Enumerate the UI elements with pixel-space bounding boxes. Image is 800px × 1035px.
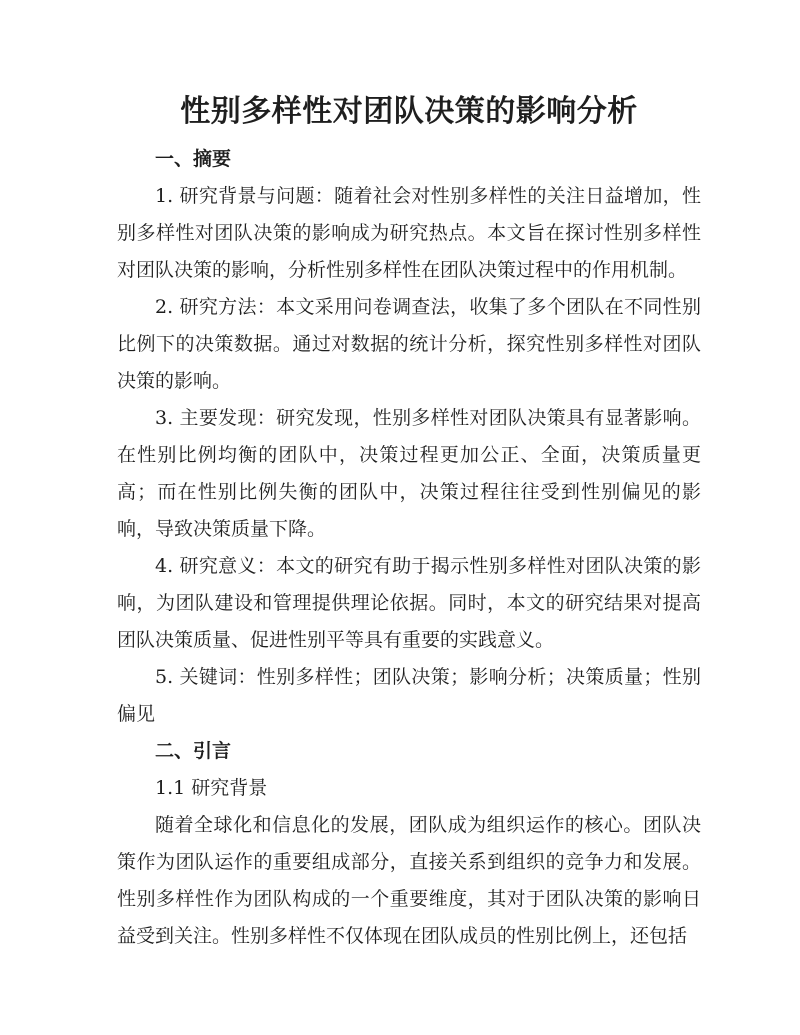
section-heading-abstract: 一、摘要 <box>155 148 232 170</box>
document-title: 性别多样性对团队决策的影响分析 <box>180 94 638 129</box>
introduction-paragraph: 随着全球化和信息化的发展，团队成为组织运作的核心。团队决策作为团队运作的重要组成部分，直接关系到组织的竞争力和发展。性别多样性作为团队构成的一个重要维度，其对于团队决策的影响日益受到关注。性别多样性不仅体现在团队成员的性别比例上，还包括 <box>117 814 701 947</box>
abstract-keywords-paragraph: 5. 关键词：性别多样性；团队决策；影响分析；决策质量；性别偏见 <box>117 666 701 725</box>
subsection-heading-background: 1.1 研究背景 <box>155 777 268 799</box>
abstract-background-paragraph: 1. 研究背景与问题：随着社会对性别多样性的关注日益增加，性别多样性对团队决策的影响成为研究热点。本文旨在探讨性别多样性对团队决策的影响，分析性别多样性在团队决策过程中的作用机制。 <box>117 185 701 281</box>
abstract-method-paragraph: 2. 研究方法：本文采用问卷调查法，收集了多个团队在不同性别比例下的决策数据。通过对数据的统计分析，探究性别多样性对团队决策的影响。 <box>117 296 701 392</box>
abstract-significance-paragraph: 4. 研究意义：本文的研究有助于揭示性别多样性对团队决策的影响，为团队建设和管理提供理论依据。同时，本文的研究结果对提高团队决策质量、促进性别平等具有重要的实践意义。 <box>117 555 701 651</box>
document-body <box>117 141 701 955</box>
abstract-findings-paragraph: 3. 主要发现：研究发现，性别多样性对团队决策具有显著影响。在性别比例均衡的团队中，决策过程更加公正、全面，决策质量更高；而在性别比例失衡的团队中，决策过程往往受到性别偏见的影响，导致决策质量下降。 <box>117 407 701 540</box>
section-heading-introduction: 二、引言 <box>155 740 232 762</box>
